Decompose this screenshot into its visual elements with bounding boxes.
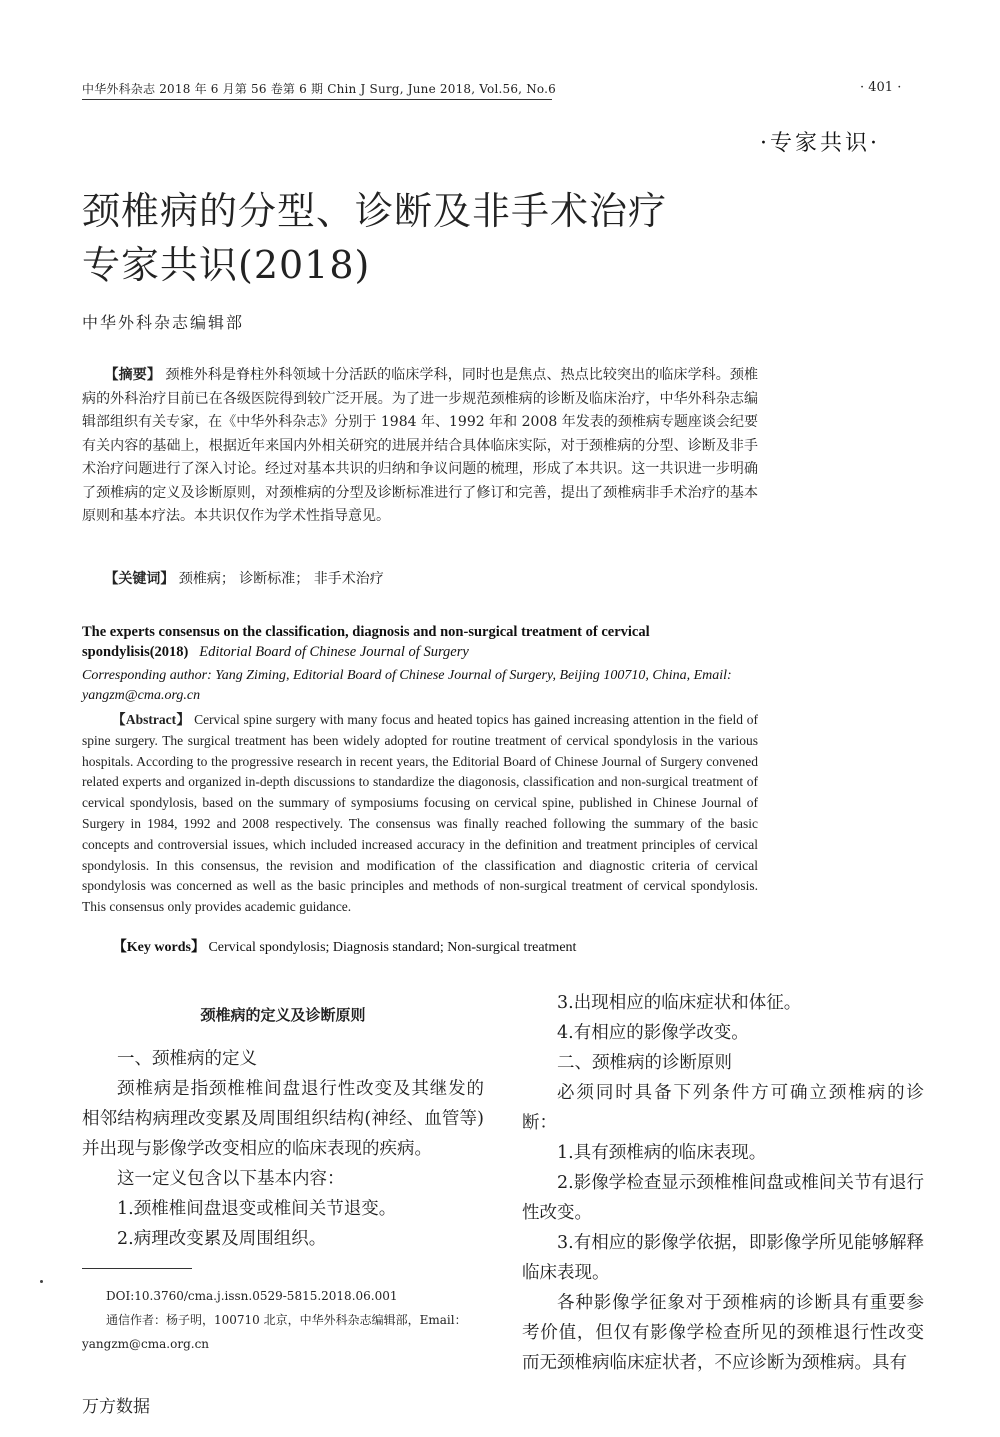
abstract-en-text: Cervical spine surgery with many focus and heated topics has gained increasing attention in the field of spine surgery. The surgical treatment has been widely adopted for routine treatment of cervical spondylosis in the various hospitals. According to the progressive research in recent years, the Editorial Board of Chinese Journal of Surgery convened related experts and organized in-depth discussions to standardize the diagonosis, classification and non-surgical treatment of cervical spondylosis, based on the summary of symposiums focusing on cervical spine, published in Chinese Journal of Surgery in 1984, 1992 and 2008 respectively. The consensus was finally reached following the summary of the basic concepts and controversial issues, which included increased accuracy in the definition and treatment principles of cervical spondylosis. In this consensus, the revision and modification of the classification and diagnostic criteria of cervical spondylosis was concerned as well as the basic principles and methods of non-surgical treatment of cervical spondylosis. This consensus only provides academic guidance.	[82, 712, 758, 915]
paragraph: 颈椎病是指颈椎椎间盘退行性改变及其继发的相邻结构病理改变累及周围组织结构(神经、血管等)并出现与影像学改变相应的临床表现的疾病。	[82, 1079, 484, 1159]
abstract-cn-text: 颈椎外科是脊柱外科领域十分活跃的临床学科，同时也是焦点、热点比较突出的临床学科。颈椎病的外科治疗目前已在各级医院得到较广泛开展。为了进一步规范颈椎病的诊断及临床治疗，中华外科杂志编辑部组织有关专家，在《中华外科杂志》分别于 1984 年、1992 年和 2008 年发表的颈椎病专题座谈会纪要有关内容的基础上，根据近年来国内外相关研究的进展并结合具体临床实际，对于颈椎病的分型、诊断及非手术治疗问题进行了深入讨论。经过对基本共识的归纳和争议问题的梳理，形成了本共识。这一共识进一步明确了颈椎病的定义及诊断原则，对颈椎病的分型及诊断标准进行了修订和完善，提出了颈椎病非手术治疗的基本原则和基本疗法。本共识仅作为学术性指导意见。	[82, 367, 759, 524]
header-rule	[82, 99, 552, 100]
keywords-en	[82, 938, 758, 958]
article-title	[82, 184, 722, 292]
watermark: 万方数据	[82, 1397, 150, 1417]
subheading-definition: 一、颈椎病的定义	[117, 1049, 257, 1069]
paragraph: 各种影像学征象对于颈椎病的诊断具有重要参考价值，但仅有影像学检查所见的颈椎退行性改变而无颈椎病临床症状者，不应诊断为颈椎病。具有	[522, 1293, 924, 1373]
keywords-cn-text: 颈椎病； 诊断标准； 非手术治疗	[178, 571, 384, 587]
title-line-2: 专家共识(2018)	[82, 243, 371, 287]
margin-dot	[40, 1280, 43, 1283]
footnote	[82, 1284, 484, 1356]
abstract-cn-label: 【摘要】	[104, 367, 161, 383]
footnote-doi: DOI:10.3760/cma.j.issn.0529-5815.2018.06.001	[106, 1289, 398, 1303]
english-title	[82, 622, 758, 662]
body-left-column	[82, 1000, 484, 1254]
page-number: · 401 ·	[860, 80, 902, 95]
title-line-1: 颈椎病的分型、诊断及非手术治疗	[82, 189, 668, 233]
section-heading: 颈椎病的定义及诊断原则	[200, 1006, 366, 1024]
abstract-cn	[82, 364, 758, 529]
list-item: 3.有相应的影像学依据，即影像学所见能够解释临床表现。	[522, 1233, 924, 1283]
author-line: 中华外科杂志编辑部	[82, 313, 245, 332]
footnote-corresponding: 通信作者：杨子明，100710 北京，中华外科杂志编辑部，Email：yangzm@cma.org.cn	[82, 1313, 467, 1351]
keywords-en-label: 【Key words】	[112, 940, 205, 955]
abstract-en-label: 【Abstract】	[111, 712, 191, 727]
paragraph: 必须同时具备下列条件方可确立颈椎病的诊断：	[522, 1083, 924, 1133]
english-board: Editorial Board of Chinese Journal of Surgery	[199, 644, 469, 660]
subheading-diagnosis: 二、颈椎病的诊断原则	[557, 1053, 732, 1073]
running-head: 中华外科杂志 2018 年 6 月第 56 卷第 6 期 Chin J Surg, June 2018, Vol.56, No.6	[82, 82, 556, 96]
list-item: 1.颈椎椎间盘退变或椎间关节退变。	[117, 1199, 397, 1219]
list-item: 3.出现相应的临床症状和体征。	[557, 993, 802, 1013]
list-item: 4.有相应的影像学改变。	[557, 1023, 749, 1043]
column-tag: ·专家共识·	[760, 131, 880, 156]
list-item: 1.具有颈椎病的临床表现。	[557, 1143, 767, 1163]
body-right-column	[522, 988, 924, 1378]
english-corresponding: Corresponding author: Yang Ziming, Editorial Board of Chinese Journal of Surgery, Beijing 100710, China, Email: yangzm@cma.org.cn	[82, 668, 732, 703]
abstract-en	[82, 710, 758, 918]
keywords-cn	[82, 568, 758, 590]
list-item: 2.影像学检查显示颈椎椎间盘或椎间关节有退行性改变。	[522, 1173, 924, 1223]
footnote-rule	[82, 1268, 192, 1269]
english-title-text: The experts consensus on the classification, diagnosis and non-surgical treatment of cervical spondylisis(2018)	[82, 624, 650, 660]
paragraph: 这一定义包含以下基本内容：	[117, 1169, 345, 1189]
keywords-cn-label: 【关键词】	[104, 571, 175, 587]
list-item: 2.病理改变累及周围组织。	[117, 1229, 327, 1249]
keywords-en-text: Cervical spondylosis; Diagnosis standard; Non-surgical treatment	[208, 940, 577, 955]
